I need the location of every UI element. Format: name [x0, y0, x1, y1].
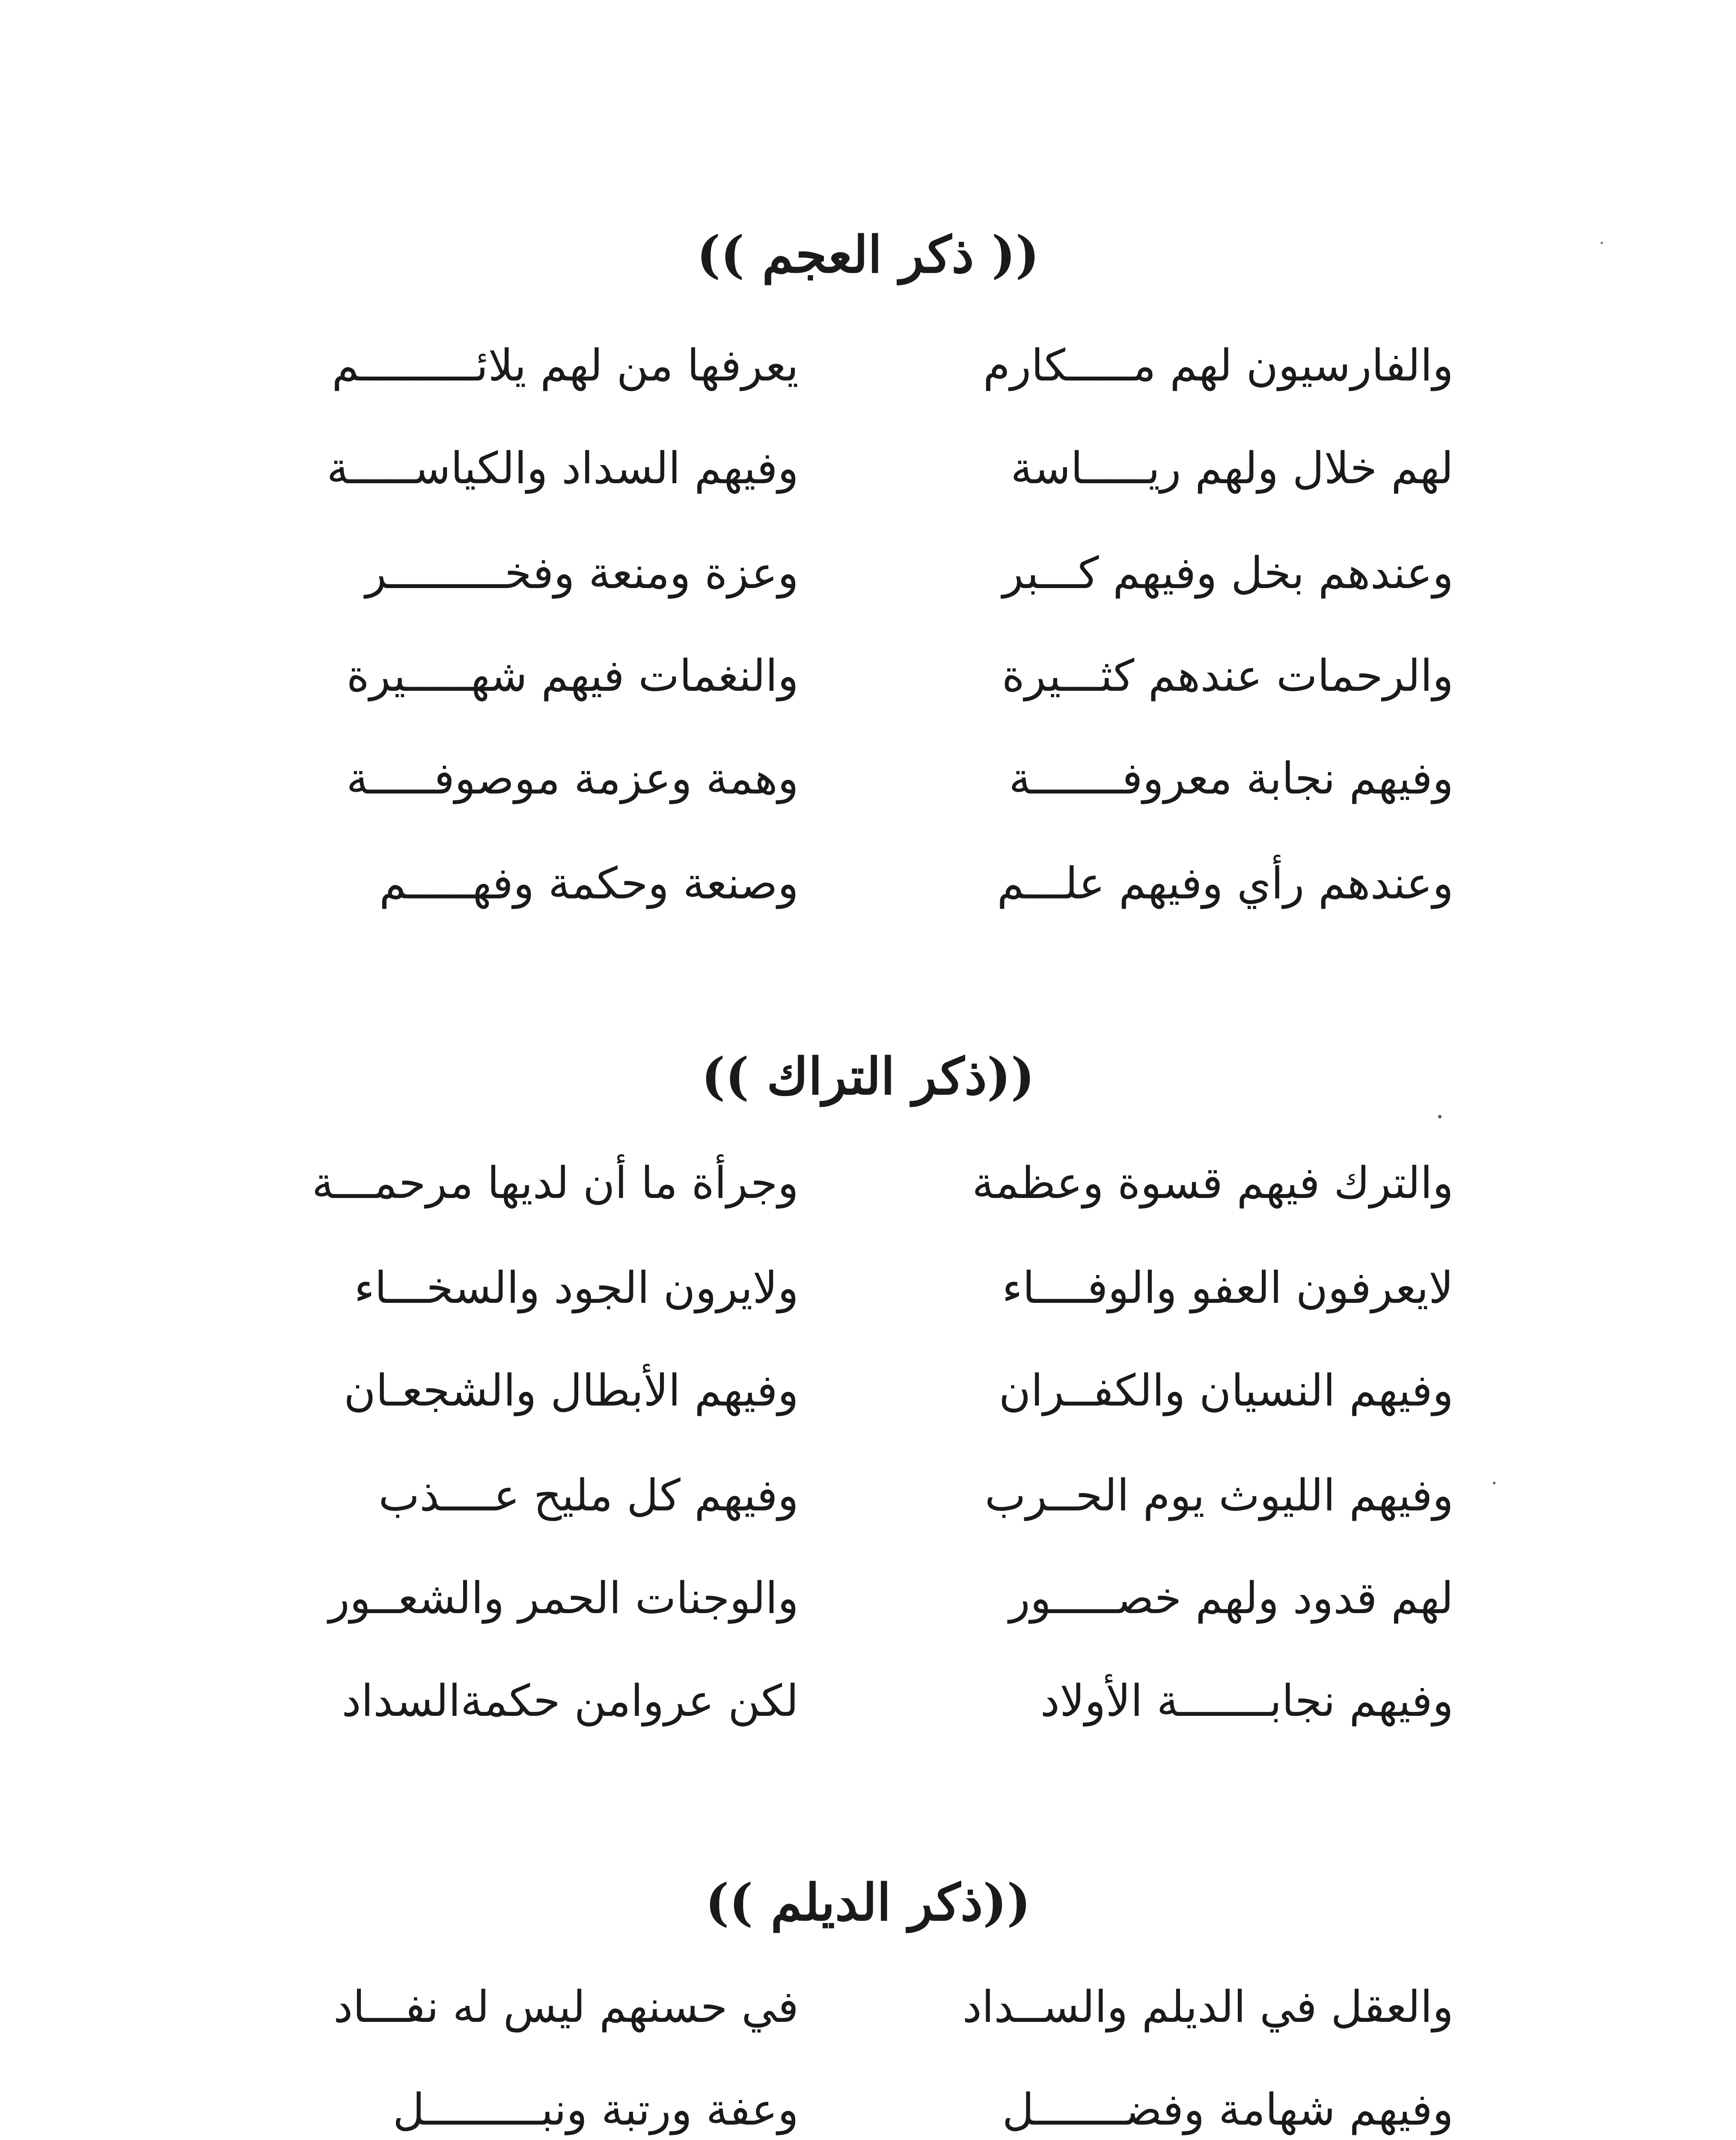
second-hemistich: وعزة ومنعة وفخـــــــــر — [365, 548, 799, 599]
verse-row — [0, 1975, 1736, 2044]
first-hemistich: والترك فيهم قسوة وعظمة — [972, 1158, 1454, 1209]
first-hemistich: وفيهم نجابة معروفـــــــة — [1009, 753, 1454, 804]
verse-row — [0, 1566, 1736, 1635]
scan-speck — [1438, 1115, 1442, 1118]
first-hemistich: وعندهم رأي وفيهم علـــم — [997, 858, 1454, 909]
second-hemistich: وجرأة ما أن لديها مرحمـــة — [312, 1158, 799, 1209]
first-hemistich: وعندهم بخل وفيهم كـــبر — [1002, 548, 1454, 599]
second-hemistich: وفيهم كل مليح عــــذب — [378, 1470, 799, 1521]
verse-row — [0, 747, 1736, 815]
second-hemistich: لكن عروامن حكمةالسداد — [342, 1676, 799, 1727]
first-hemistich: وفيهم شهامة وفضـــــــل — [1002, 2084, 1454, 2135]
first-hemistich: والرحمات عندهم كثـــيرة — [1002, 651, 1454, 701]
first-hemistich: وفيهم نجابـــــــة الأولاد — [1040, 1676, 1454, 1727]
first-hemistich: وفيهم الليوث يوم الحــرب — [984, 1470, 1454, 1521]
scan-speck — [1493, 1482, 1495, 1484]
verse-row — [0, 1151, 1736, 1220]
verse-row — [0, 334, 1736, 402]
first-hemistich: لهم خلال ولهم ريـــــاسة — [1011, 443, 1454, 494]
second-hemistich: وهمة وعزمة موصوفـــــة — [346, 753, 799, 804]
second-hemistich: في حسنهم ليس له نفـــاد — [333, 1982, 799, 2033]
verse-row — [0, 2078, 1736, 2140]
second-hemistich: وفيهم السداد والكياســـــة — [327, 443, 799, 494]
verse-row — [0, 644, 1736, 713]
second-hemistich: والوجنات الحمر والشعــور — [328, 1573, 799, 1624]
verse-row — [0, 541, 1736, 610]
first-hemistich: لهم قدود ولهم خصـــــور — [1009, 1573, 1454, 1624]
second-hemistich: والنغمات فيهم شهـــــيرة — [346, 651, 799, 701]
first-hemistich: والفارسيون لهم مـــــكارم — [983, 340, 1454, 391]
verse-row — [0, 1464, 1736, 1532]
section-title-daylam: ((ذكر الديلم )) — [705, 1872, 1031, 1932]
second-hemistich: يعرفها من لهم يلائـــــــــم — [332, 340, 799, 391]
verse-row — [0, 437, 1736, 505]
section-title-turks: ((ذكر التراك )) — [701, 1046, 1035, 1106]
first-hemistich: لايعرفون العفو والوفــــاء — [1002, 1263, 1454, 1314]
verse-row — [0, 1359, 1736, 1427]
second-hemistich: ولايرون الجود والسخـــاء — [354, 1263, 799, 1314]
second-hemistich: وفيهم الأبطال والشجعـان — [344, 1365, 799, 1416]
first-hemistich: والعقل في الديلم والســداد — [962, 1982, 1454, 2033]
verse-row — [0, 1669, 1736, 1738]
second-hemistich: وعفة ورتبة ونبـــــــــل — [392, 2084, 799, 2135]
verse-row — [0, 1256, 1736, 1325]
section-title-ajam: (( ذكر العجم )) — [696, 225, 1040, 284]
verse-row — [0, 852, 1736, 920]
scan-speck — [1601, 242, 1603, 244]
first-hemistich: وفيهم النسيان والكفــران — [999, 1365, 1454, 1416]
second-hemistich: وصنعة وحكمة وفهـــــم — [379, 858, 799, 909]
